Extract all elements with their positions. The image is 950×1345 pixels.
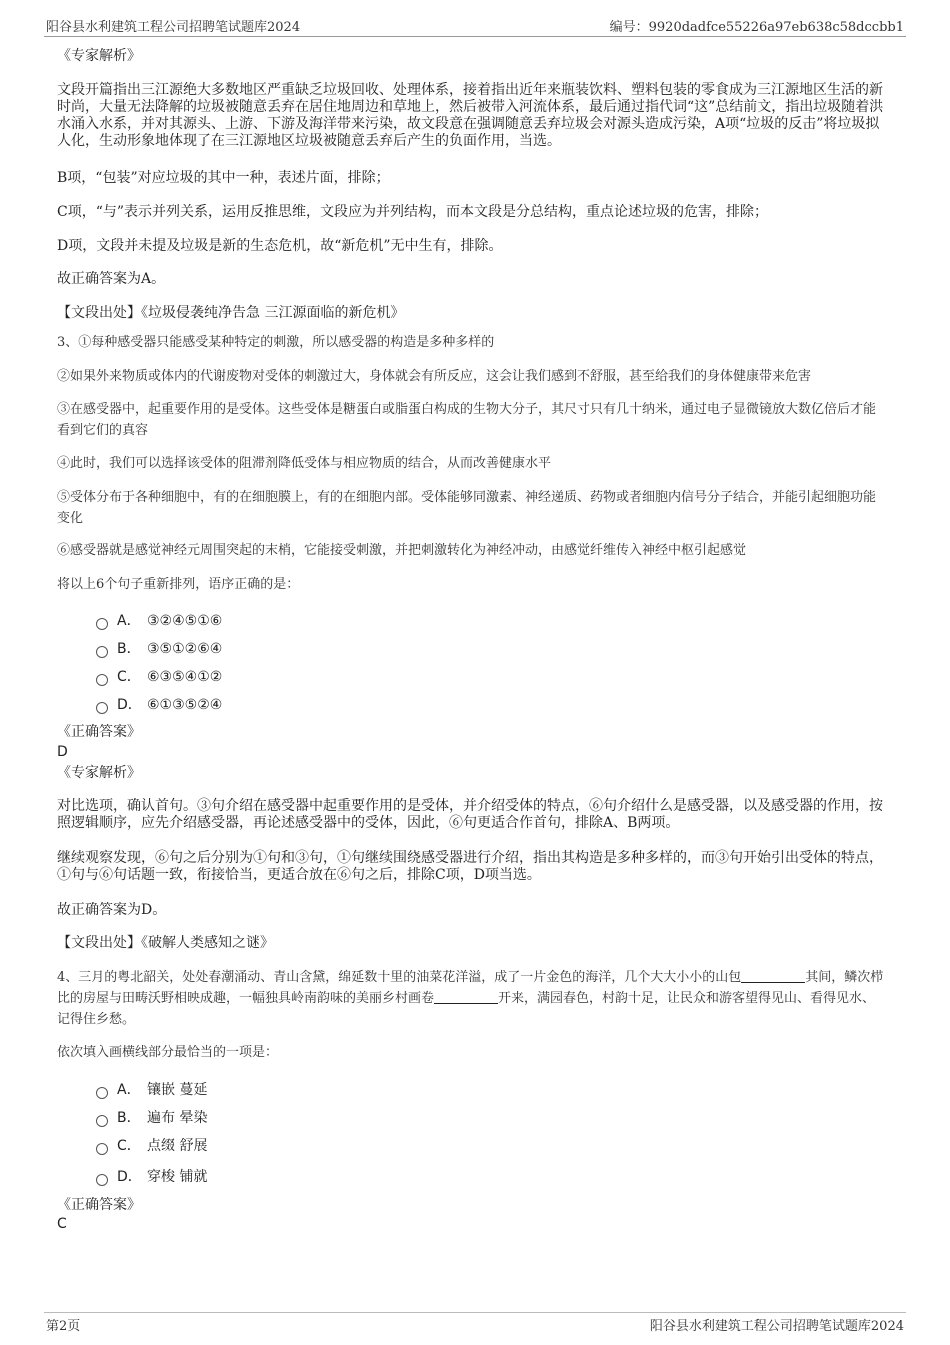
option-letter: B．	[117, 641, 141, 657]
q3-option-d[interactable]	[96, 694, 222, 714]
q3-answer: D	[57, 744, 68, 760]
radio-icon[interactable]	[96, 1087, 108, 1099]
q3-source: 【文段出处】《破解人类感知之谜》	[57, 935, 274, 951]
q2-analysis-p5: 故正确答案为A。	[57, 271, 166, 287]
q4-option-c[interactable]	[96, 1135, 207, 1155]
option-letter: B．	[117, 1110, 141, 1126]
footer-title: 阳谷县水利建筑工程公司招聘笔试题库2024	[649, 1319, 904, 1334]
q3-analysis-p1: 对比选项，确认首句。③句介绍在感受器中起重要作用的是受体，并介绍受体的特点，⑥句介绍什么是感受器，以及感受器的作用，按照逻辑顺序，应先介绍感受器，再论述感受器中的受体，因此，⑥句更适合作首句，排除A、B两项。	[57, 798, 883, 831]
option-letter: C．	[117, 1138, 141, 1154]
q3-prompt: 将以上6个句子重新排列，语序正确的是：	[57, 577, 300, 592]
option-letter: A．	[117, 1082, 141, 1098]
page-footer	[44, 1312, 906, 1335]
q4-option-d[interactable]	[96, 1166, 207, 1186]
q3-answer-label: 《正确答案》	[57, 724, 141, 740]
q3-analysis-label: 《专家解析》	[57, 765, 141, 781]
fill-blank-2[interactable]	[434, 991, 498, 1004]
option-letter: C．	[117, 669, 141, 685]
q3-sentence-1: 3、①每种感受器只能感受某种特定的刺激，所以感受器的构造是多种多样的	[57, 335, 495, 350]
q3-option-b[interactable]	[96, 638, 222, 658]
q2-analysis-p2: B项，“包装”对应垃圾的其中一种，表述片面，排除；	[57, 170, 390, 186]
option-text: ③⑤①②⑥④	[147, 641, 223, 657]
q4-option-b[interactable]	[96, 1107, 207, 1127]
option-letter: D．	[117, 697, 142, 713]
option-text: ⑥①③⑤②④	[147, 697, 223, 713]
q3-sentence-6: ⑥感受器就是感觉神经元周围突起的末梢，它能接受刺激，并把刺激转化为神经冲动，由感觉纤维传入神经中枢引起感觉	[57, 543, 747, 558]
header-doc-id: 编号：9920dadfce55226a97eb638c58dccbb1	[609, 20, 904, 35]
q3-sentence-2: ②如果外来物质或体内的代谢废物对受体的刺激过大，身体就会有所反应，这会让我们感到不舒服，甚至给我们的身体健康带来危害	[57, 369, 812, 384]
q3-analysis-p3: 故正确答案为D。	[57, 902, 167, 918]
q4-stem-part-2: 其间，鳞次栉比的房屋与田畴沃野相映成趣，一幅独具岭南韵味的美丽乡村画卷	[57, 970, 884, 1006]
fill-blank-1[interactable]	[741, 970, 805, 983]
q4-prompt: 依次填入画横线部分最恰当的一项是：	[57, 1045, 279, 1060]
page-number: 第2页	[46, 1319, 81, 1334]
radio-icon[interactable]	[96, 1174, 108, 1186]
q3-option-c[interactable]	[96, 666, 222, 686]
option-letter: D．	[117, 1169, 142, 1185]
q4-stem	[57, 967, 887, 1030]
radio-icon[interactable]	[96, 1115, 108, 1127]
q2-analysis-label: 《专家解析》	[57, 48, 141, 64]
q2-analysis-p4: D项，文段并未提及垃圾是新的生态危机，故“新危机”无中生有，排除。	[57, 238, 503, 254]
radio-icon[interactable]	[96, 646, 108, 658]
q3-analysis-p2: 继续观察发现，⑥句之后分别为①句和③句，①句继续围绕感受器进行介绍，指出其构造是多种多样的，而③句开始引出受体的特点，①句与⑥句话题一致，衔接恰当，更适合放在⑥句之后，排除C项，D项当选。	[57, 850, 883, 883]
q2-analysis-p3: C项，“与”表示并列关系，运用反推思维，文段应为并列结构，而本文段是分总结构，重点论述垃圾的危害，排除；	[57, 204, 769, 220]
option-text: ③②④⑤①⑥	[147, 613, 223, 629]
q4-stem-part-3: 开来，满园春色，村韵十足，让民众和游客望得见山、看得见水、记得住乡愁。	[57, 991, 876, 1027]
radio-icon[interactable]	[96, 618, 108, 630]
q3-sentence-3: ③在感受器中，起重要作用的是受体。这些受体是糖蛋白或脂蛋白构成的生物大分子，其尺寸只有几十纳米，通过电子显微镜放大数亿倍后才能看到它们的真容	[57, 402, 877, 438]
q4-answer: C	[57, 1216, 67, 1232]
q4-stem-part-1: 4、三月的粤北韶关，处处春潮涌动、青山含黛，绵延数十里的油菜花洋溢，成了一片金色的海洋，几个大大小小的山包	[57, 970, 742, 985]
header-title: 阳谷县水利建筑工程公司招聘笔试题库2024	[46, 20, 301, 35]
radio-icon[interactable]	[96, 1143, 108, 1155]
radio-icon[interactable]	[96, 702, 108, 714]
q4-option-a[interactable]	[96, 1079, 207, 1099]
option-text: 点缀 舒展	[147, 1138, 208, 1154]
option-text: 遍布 晕染	[147, 1110, 208, 1126]
option-text: 穿梭 铺就	[147, 1169, 208, 1185]
q3-sentence-4: ④此时，我们可以选择该受体的阻滞剂降低受体与相应物质的结合，从而改善健康水平	[57, 456, 552, 471]
option-letter: A．	[117, 613, 141, 629]
q4-answer-label: 《正确答案》	[57, 1197, 141, 1213]
option-text: 镶嵌 蔓延	[147, 1082, 208, 1098]
q3-option-a[interactable]	[96, 610, 222, 630]
q2-source: 【文段出处】《垃圾侵袭纯净告急 三江源面临的新危机》	[57, 305, 405, 321]
q3-sentence-5: ⑤受体分布于各种细胞中，有的在细胞膜上，有的在细胞内部。受体能够同激素、神经递质、药物或者细胞内信号分子结合，并能引起细胞功能变化	[57, 490, 877, 526]
option-text: ⑥③⑤④①②	[147, 669, 223, 685]
q2-analysis-p1: 文段开篇指出三江源绝大多数地区严重缺乏垃圾回收、处理体系，接着指出近年来瓶装饮料、塑料包装的零食成为三江源地区生活的新时尚，大量无法降解的垃圾被随意丢弃在居住地周边和草地上，然后被带入河流体系，最后通过指代词“这”总结前文，指出垃圾随着洪水涌入水系，并对其源头、上游、下游及海洋带来污染，故文段意在强调随意丢弃垃圾会对源头造成污染，A项“垃圾的反击”将垃圾拟人化，生动形象地体现了在三江源地区垃圾被随意丢弃后产生的负面作用，当选。	[57, 82, 884, 149]
radio-icon[interactable]	[96, 674, 108, 686]
page-header	[44, 14, 906, 37]
